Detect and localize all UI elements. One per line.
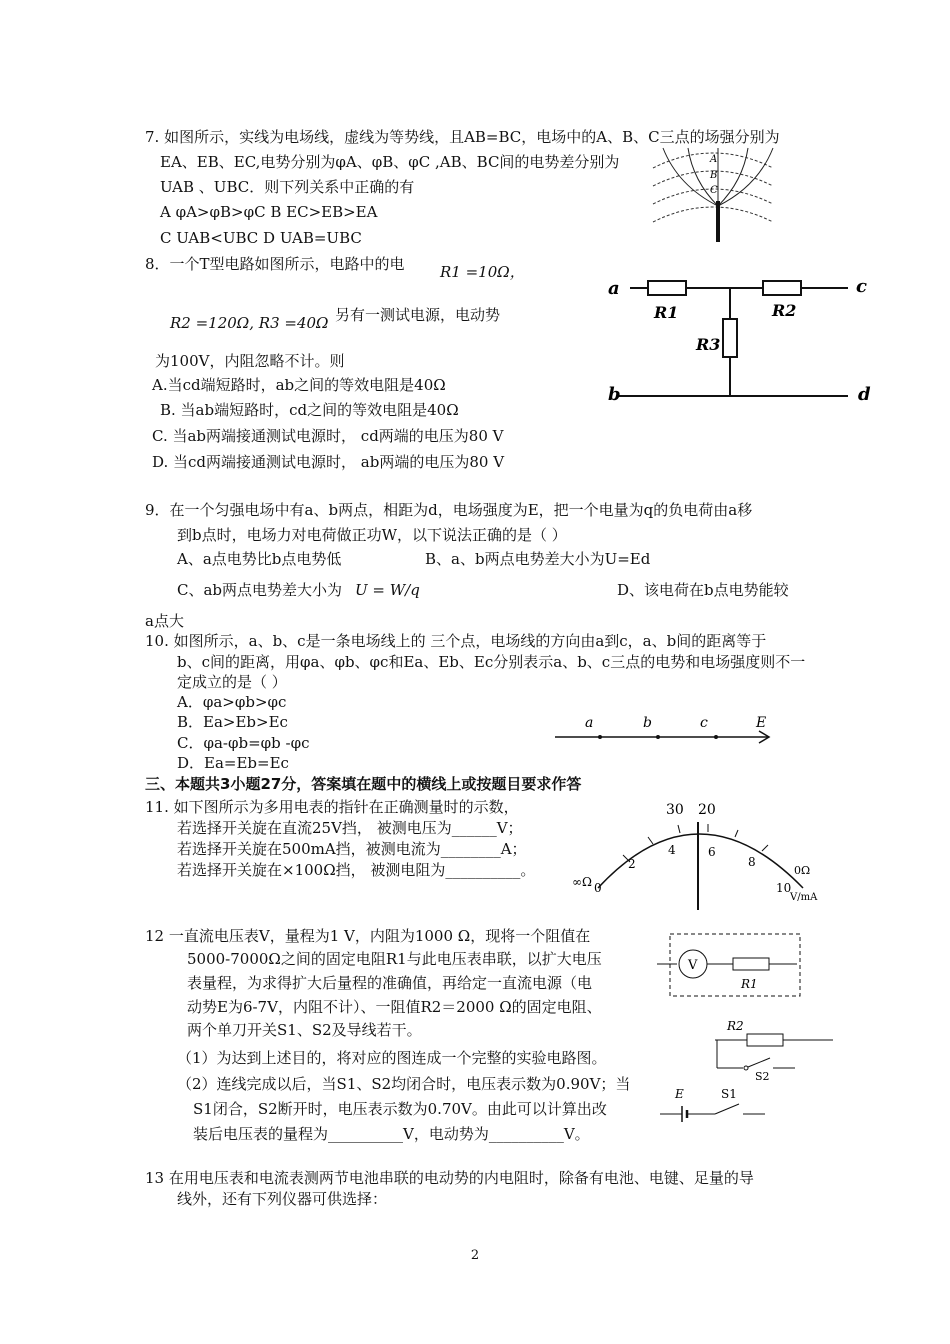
q9-option-c: C、ab两点电势差大小为 <box>177 581 343 599</box>
q8-label-d: d <box>858 384 871 404</box>
q11-dial-0ohm: 0Ω <box>794 864 811 877</box>
q8-label-r2: R2 <box>772 301 797 320</box>
q12-voltmeter-label: V <box>688 958 698 973</box>
q7-line-1: 7. 如图所示，实线为电场线，虚线为等势线，且AB=BC，电场中的A、B、C三点的场强分别为 <box>145 128 780 146</box>
q8-option-a: A.当cd端短路时，ab之间的等效电阻是40Ω <box>152 376 446 394</box>
q8-r2r3: R2 =120Ω, R3 =40Ω <box>170 314 329 332</box>
q11-line-1: 11. 如下图所示为多用电表的指针在正确测量时的示数， <box>145 798 519 816</box>
q8-line-4: 为100V，内阻忽略不计。则 <box>155 352 345 370</box>
q8-label-r3: R3 <box>696 335 721 354</box>
q10-option-c: C．φa-φb=φb -φc <box>177 734 310 752</box>
q11-dial-6: 6 <box>708 845 716 859</box>
q12-line-6: （1）为达到上述目的，将对应的图连成一个完整的实验电路图。 <box>177 1049 607 1067</box>
q12-s2-label: S2 <box>755 1070 770 1083</box>
q12-line-1: 12 一直流电压表V，量程为1 V，内阻为1000 Ω，现将一个阻值在 <box>145 927 591 945</box>
q10-option-b: B．Ea>Eb>Ec <box>177 713 288 731</box>
q12-s1-label: S1 <box>721 1087 737 1101</box>
q11-dial-30: 30 <box>666 802 684 818</box>
q11-dial-8: 8 <box>748 855 756 869</box>
q10-label-b: b <box>643 715 652 731</box>
q10-line-2: b、c间的距离，用φa、φb、φc和Ea、Eb、Ec分别表示a、b、c三点的电势和电场强度则不一 <box>177 653 806 671</box>
q10-option-d: D．Ea=Eb=Ec <box>177 754 289 772</box>
q11-dial-2: 2 <box>628 857 636 871</box>
q12-line-5: 两个单刀开关S1、S2及导线若干。 <box>187 1021 422 1039</box>
q10-label-a: a <box>585 715 594 731</box>
q11-line-4: 若选择开关旋在×100Ω挡， 被测电阻为__________。 <box>177 861 536 879</box>
q11-line-2: 若选择开关旋在直流25V挡， 被测电压为______V； <box>177 819 523 837</box>
q9-option-a: A、a点电势比b点电势低 <box>177 550 342 568</box>
q8-option-c: C. 当ab两端接通测试电源时， cd两端的电压为80 V <box>152 427 504 445</box>
q10-line-3: 定成立的是（ ） <box>177 673 287 691</box>
q11-dial-4: 4 <box>668 843 676 857</box>
q11-dial-inf: ∞Ω <box>572 875 592 889</box>
q9-option-d-cont: a点大 <box>145 612 184 630</box>
q11-dial-20: 20 <box>698 802 716 818</box>
q11-dial-10: 10 <box>776 881 792 895</box>
q12-e-label: E <box>675 1087 684 1101</box>
q8-option-d: D. 当cd两端接通测试电源时， ab两端的电压为80 V <box>152 453 505 471</box>
q10-label-e: E <box>756 715 767 731</box>
q11-dial-vma: V/mA <box>790 892 818 903</box>
q7-line-4: A φA>φB>φC B EC>EB>EA <box>160 203 378 221</box>
q11-dial-0: 0 <box>594 881 602 895</box>
q10-field-line <box>553 712 778 748</box>
q12-circuit-parts <box>655 928 845 1128</box>
q12-line-3: 表量程，为求得扩大后量程的准确值，再给定一直流电源（电 <box>187 974 593 992</box>
q7-field-figure <box>648 146 778 246</box>
q12-r2-label: R2 <box>727 1019 744 1033</box>
q9-line-1: 9．在一个匀强电场中有a、b两点，相距为d，电场强度为E，把一个电量为q的负电荷由a移 <box>145 501 753 519</box>
q8-t-circuit <box>608 274 878 404</box>
q13-line-1: 13 在用电压表和电流表测两节电池串联的电动势的内电阻时，除备有电池、电键、足量的导 <box>145 1169 754 1187</box>
q13-line-2: 线外，还有下列仪器可供选择： <box>177 1190 388 1208</box>
q8-label-b: b <box>608 384 621 404</box>
q8-label-r1: R1 <box>654 303 679 322</box>
q12-line-4: 动势E为6-7V，内阻不计）、一阻值R2＝2000 Ω的固定电阻、 <box>187 998 602 1016</box>
q11-meter-dial <box>568 800 828 912</box>
q9-line-2: 到b点时，电场力对电荷做正功W，以下说法正确的是（ ） <box>177 526 567 544</box>
q7-label-c: C <box>710 185 718 196</box>
q7-label-b: B <box>710 170 718 181</box>
q8-line-3: 另有一测试电源，电动势 <box>335 306 501 324</box>
q8-line-1: 8．一个T型电路如图所示，电路中的电 <box>145 255 405 273</box>
section3-title: 三、本题共3小题27分，答案填在题中的横线上或按题目要求作答 <box>145 775 582 793</box>
q10-option-a: A．φa>φb>φc <box>177 693 287 711</box>
q12-line-8: S1闭合，S2断开时，电压表示数为0.70V。由此可以计算出改 <box>193 1100 607 1118</box>
q9-formula: U = W/q <box>355 581 420 599</box>
q11-line-3: 若选择开关旋在500mA挡，被测电流为________A； <box>177 840 527 858</box>
q10-label-c: c <box>700 715 708 731</box>
page-number: 2 <box>470 1248 480 1263</box>
q8-option-b: B. 当ab端短路时，cd之间的等效电阻是40Ω <box>160 401 459 419</box>
q8-label-c: c <box>856 276 867 297</box>
q7-line-5: C UAB<UBC D UAB=UBC <box>160 229 362 247</box>
q12-line-7: （2）连线完成以后，当S1、S2均闭合时，电压表示数为0.90V；当 <box>177 1075 631 1093</box>
q7-line-3: UAB 、UBC．则下列关系中正确的有 <box>160 178 415 196</box>
q9-option-d: D、该电荷在b点电势能较 <box>617 581 789 599</box>
q8-label-a: a <box>608 278 620 299</box>
q7-line-2: EA、EB、EC,电势分别为φA、φB、φC ,AB、BC间的电势差分别为 <box>160 153 620 171</box>
q8-r1: R1 =10Ω， <box>440 263 525 281</box>
q10-line-1: 10. 如图所示，a、b、c是一条电场线上的 三个点，电场线的方向由a到c，a、b间的距离等于 <box>145 632 767 650</box>
q9-option-b: B、a、b两点电势差大小为U=Ed <box>425 550 651 568</box>
q7-label-a: A <box>710 154 718 165</box>
q12-r1-label: R1 <box>741 977 758 991</box>
q12-line-2: 5000-7000Ω之间的固定电阻R1与此电压表串联，以扩大电压 <box>187 950 602 968</box>
q12-line-9: 装后电压表的量程为__________V，电动势为__________V。 <box>193 1125 590 1143</box>
